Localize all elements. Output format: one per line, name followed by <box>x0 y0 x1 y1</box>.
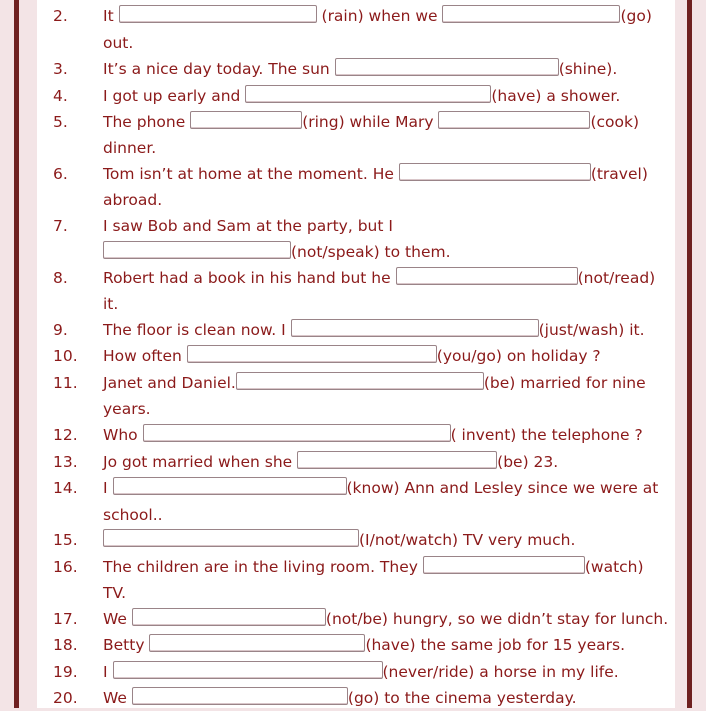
exercise-item <box>37 56 675 82</box>
answer-gap[interactable] <box>149 634 365 652</box>
answer-gap[interactable] <box>297 451 497 469</box>
exercise-item <box>37 213 675 239</box>
item-number: 16. <box>53 558 78 576</box>
item-number: 12. <box>53 426 78 444</box>
left-page-border <box>14 0 19 708</box>
answer-gap[interactable] <box>399 163 591 181</box>
exercise-item-continuation: dinner. <box>103 139 157 157</box>
item-number: 11. <box>53 374 78 392</box>
answer-gap[interactable] <box>335 58 559 76</box>
item-text: It (rain) when we (go) <box>103 7 652 25</box>
item-text: The floor is clean now. I (just/wash) it. <box>103 321 645 339</box>
item-number: 20. <box>53 689 78 707</box>
item-number: 5. <box>53 113 68 131</box>
item-number: 10. <box>53 347 78 365</box>
exercise-item <box>37 422 675 448</box>
item-text: The phone (ring) while Mary (cook) <box>103 113 640 131</box>
exercise-item <box>37 475 675 501</box>
exercise-item <box>37 265 675 291</box>
item-text: We (not/be) hungry, so we didn’t stay for lunch. <box>103 610 669 628</box>
item-number: 19. <box>53 663 78 681</box>
item-text: (I/not/watch) TV very much. <box>103 527 575 553</box>
answer-gap[interactable] <box>245 85 491 103</box>
item-number: 3. <box>53 60 68 78</box>
exercise-item-continuation: school.. <box>103 506 163 524</box>
item-text: How often (you/go) on holiday ? <box>103 347 601 365</box>
answer-gap[interactable] <box>143 424 451 442</box>
exercise-item-continuation: TV. <box>103 584 127 602</box>
item-text: I saw Bob and Sam at the party, but I <box>103 217 393 235</box>
answer-gap[interactable] <box>396 267 578 285</box>
answer-gap[interactable] <box>438 111 590 129</box>
exercise-item <box>37 109 675 135</box>
item-text: I got up early and (have) a shower. <box>103 87 621 105</box>
item-text: Janet and Daniel. (be) married for nine <box>103 374 646 392</box>
answer-gap[interactable] <box>187 345 437 363</box>
item-number: 7. <box>53 217 68 235</box>
worksheet <box>37 0 675 708</box>
answer-gap[interactable] <box>103 241 291 259</box>
answer-gap[interactable] <box>236 372 484 390</box>
item-text: Jo got married when she (be) 23. <box>103 453 559 471</box>
exercise-item <box>37 527 675 553</box>
exercise-item <box>37 659 675 685</box>
item-number: 9. <box>53 321 68 339</box>
exercise-item <box>37 606 675 632</box>
exercise-item-continuation: (not/speak) to them. <box>37 239 675 265</box>
item-number: 4. <box>53 87 68 105</box>
item-text: The children are in the living room. They (watch) <box>103 558 644 576</box>
item-text: I (never/ride) a horse in my life. <box>103 663 619 681</box>
answer-gap[interactable] <box>442 5 620 23</box>
item-number: 2. <box>53 7 68 25</box>
answer-gap[interactable] <box>291 319 539 337</box>
exercise-item <box>37 161 675 187</box>
answer-gap[interactable] <box>423 556 585 574</box>
answer-gap[interactable] <box>132 687 348 705</box>
item-text: We (go) to the cinema yesterday. <box>103 689 577 707</box>
exercise-item <box>37 632 675 658</box>
answer-gap[interactable] <box>103 529 359 547</box>
exercise-item-continuation: abroad. <box>103 191 163 209</box>
item-text: I (know) Ann and Lesley since we were at <box>103 479 659 497</box>
answer-gap[interactable] <box>113 477 347 495</box>
item-number: 17. <box>53 610 78 628</box>
item-number: 8. <box>53 269 68 287</box>
item-number: 13. <box>53 453 78 471</box>
exercise-item <box>37 317 675 343</box>
exercise-item <box>37 449 675 475</box>
item-text: Betty (have) the same job for 15 years. <box>103 636 626 654</box>
answer-gap[interactable] <box>119 5 317 23</box>
exercise-item <box>37 554 675 580</box>
item-number: 6. <box>53 165 68 183</box>
exercise-item <box>37 343 675 369</box>
item-text: Tom isn’t at home at the moment. He (travel) <box>103 165 648 183</box>
exercise-item-continuation: it. <box>103 295 119 313</box>
exercise-item-continuation: out. <box>103 34 134 52</box>
exercise-item <box>37 83 675 109</box>
exercise-item <box>37 370 675 396</box>
item-number: 15. <box>53 531 78 549</box>
exercise-item <box>37 3 675 29</box>
exercise-item <box>37 685 675 711</box>
item-number: 14. <box>53 479 78 497</box>
item-text: Who ( invent) the telephone ? <box>103 426 643 444</box>
item-number: 18. <box>53 636 78 654</box>
answer-gap[interactable] <box>190 111 302 129</box>
item-text: Robert had a book in his hand but he (not/read) <box>103 269 656 287</box>
right-page-border <box>687 0 692 708</box>
exercise-item-continuation: years. <box>103 400 151 418</box>
answer-gap[interactable] <box>113 661 383 679</box>
item-text: It’s a nice day today. The sun (shine). <box>103 60 618 78</box>
answer-gap[interactable] <box>132 608 326 626</box>
